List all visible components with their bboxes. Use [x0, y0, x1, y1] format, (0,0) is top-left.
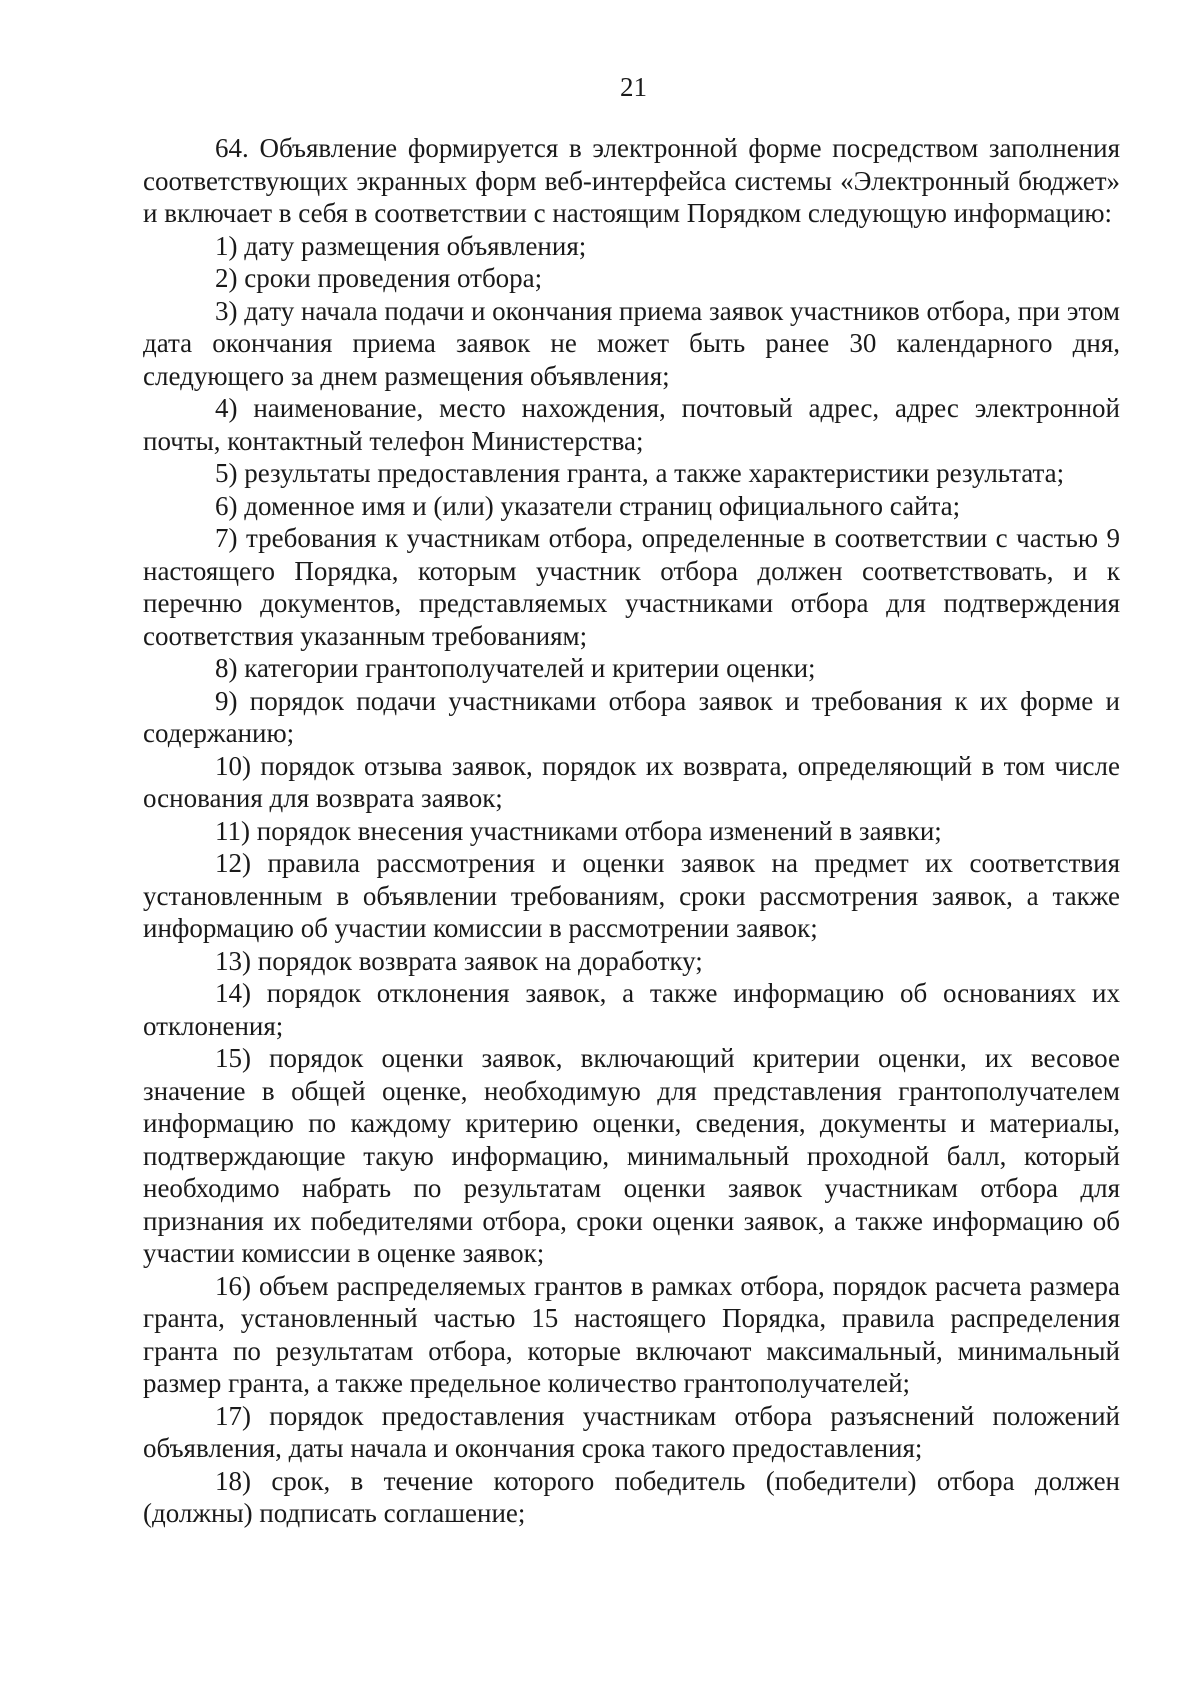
list-item-17: 17) порядок предоставления участникам отбора разъяснений положений объявления, даты начала и окончания срока такого предоставления;	[143, 1400, 1120, 1463]
paragraph-64: 64. Объявление формируется в электронной форме посредством заполнения соответствующих экранных форм веб-интерфейса системы «Электронный бюджет» и включает в себя в соответствии с настоящим Порядком следующую информацию:	[143, 133, 1120, 228]
list-item-16: 16) объем распределяемых грантов в рамках отбора, порядок расчета размера гранта, установленный частью 15 настоящего Порядка, правила распределения гранта по результатам отбора, которые включают максимальный, минимальный размер гранта, а также предельное количество грантополучателей;	[143, 1270, 1120, 1398]
list-item-10: 10) порядок отзыва заявок, порядок их возврата, определяющий в том числе основания для возврата заявок;	[143, 750, 1120, 813]
list-item-12: 12) правила рассмотрения и оценки заявок на предмет их соответствия установленным в объявлении требованиям, сроки рассмотрения заявок, а также информацию об участии комиссии в рассмотрении заявок;	[143, 848, 1120, 943]
list-item-5: 5) результаты предоставления гранта, а также характеристики результата;	[215, 458, 1065, 488]
list-item-18: 18) срок, в течение которого победитель (победители) отбора должен (должны) подписать соглашение;	[143, 1465, 1120, 1528]
list-item-6: 6) доменное имя и (или) указатели страниц официального сайта;	[215, 490, 961, 521]
page-number: 21	[620, 72, 647, 102]
list-item-11: 11) порядок внесения участниками отбора изменений в заявки;	[215, 815, 942, 846]
list-item-2: 2) сроки проведения отбора;	[215, 263, 543, 293]
list-item-3: 3) дату начала подачи и окончания приема заявок участников отбора, при этом дата окончания приема заявок не может быть ранее 30 календарного дня, следующего за днем размещения объявления;	[143, 295, 1120, 391]
list-item-7: 7) требования к участникам отбора, определенные в соответствии с частью 9 настоящего Порядка, которым участник отбора должен соответствовать, и к перечню документов, представляемых участниками отбора для подтверждения соответствия указанным требованиям;	[143, 523, 1120, 651]
list-item-4: 4) наименование, место нахождения, почтовый адрес, адрес электронной почты, контактный телефон Министерства;	[143, 393, 1120, 456]
list-item-15: 15) порядок оценки заявок, включающий критерии оценки, их весовое значение в общей оценке, необходимую для представления грантополучателем информацию по каждому критерию оценки, сведения, документы и материалы, подтверждающие такую информацию, минимальный проходной балл, который необходимо набрать по результатам оценки заявок участникам отбора для признания их победителями отбора, сроки оценки заявок, а также информацию об участии комиссии в оценке заявок;	[143, 1043, 1120, 1268]
list-item-8: 8) категории грантополучателей и критерии оценки;	[215, 653, 816, 683]
list-item-9: 9) порядок подачи участниками отбора заявок и требования к их форме и содержанию;	[143, 685, 1120, 748]
list-item-14: 14) порядок отклонения заявок, а также информацию об основаниях их отклонения;	[143, 978, 1120, 1041]
list-item-13: 13) порядок возврата заявок на доработку;	[215, 945, 703, 976]
document-body	[143, 132, 1120, 1530]
list-item-1: 1) дату размещения объявления;	[215, 230, 587, 261]
